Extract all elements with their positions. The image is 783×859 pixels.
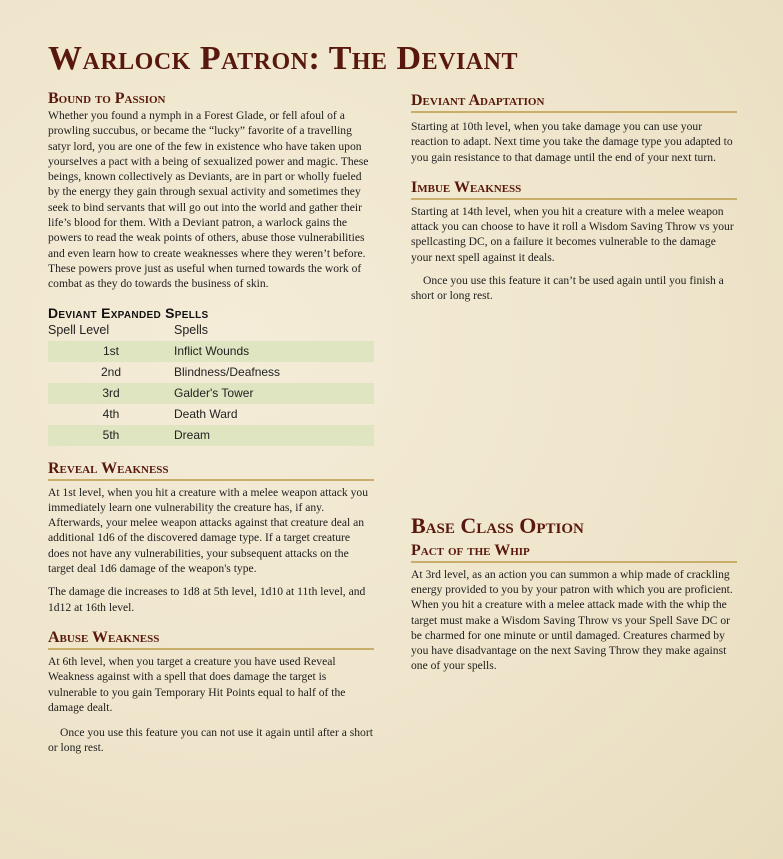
section-heading-abuse-weakness: Abuse Weakness bbox=[48, 629, 374, 650]
spells-cell: Galder's Tower bbox=[174, 383, 374, 404]
reveal-weakness-text-1: At 1st level, when you hit a creature with a melee weapon attack you immediately learn one vulnerability the creature has, if any. Afterwards, your melee weapon attacks against that creature deal an additional 1d6 of the discovered damage type. If a target creature does not have any vulnerabilities, your subsequent attacks on the target deal 1d6 damage of the weapon's type. bbox=[48, 485, 368, 576]
page-title: Warlock Patron: The Deviant bbox=[48, 40, 518, 77]
section-heading-imbue-weakness: Imbue Weakness bbox=[411, 179, 737, 200]
section-heading-reveal-weakness: Reveal Weakness bbox=[48, 460, 374, 481]
expanded-spells-table bbox=[48, 321, 374, 446]
spell-level-cell: 4th bbox=[102, 407, 120, 422]
table-row bbox=[48, 383, 374, 404]
table-row bbox=[48, 404, 374, 425]
spell-level-cell: 5th bbox=[48, 425, 174, 446]
reveal-weakness-text-2: The damage die increases to 1d8 at 5th level, 1d10 at 11th level, and 1d12 at 16th level. bbox=[48, 585, 366, 614]
abuse-weakness-text-2: Once you use this feature you can not use it again until after a short or long rest. bbox=[48, 726, 373, 755]
expanded-spells-title: Deviant Expanded Spells bbox=[48, 304, 209, 321]
imbue-weakness-text-2: Once you use this feature it can’t be used again until you finish a short or long rest. bbox=[411, 274, 724, 303]
deviant-adaptation-text: Starting at 10th level, when you take damage you can use your reaction to adapt. Next time you take the damage type you adapted to you gain resistance to that damage until the end of your next turn. bbox=[411, 120, 733, 164]
abuse-weakness-text-1: At 6th level, when you target a creature you have used Reveal Weakness against with a spell that does damage the target is vulnerable to you gain Temporary Hit Points equal to half of the damage dealt. bbox=[48, 654, 346, 714]
bound-to-passion-text: Whether you found a nymph in a Forest Glade, or fell afoul of a prowling succubus, or became the “lucky” favorite of a travelling satyr lord, you are one of the few in existence who have taken upon yourselves a pact with a being of sexualized power and magic. These beings, known collectively as Deviants, are in part or wholly fueled by the energy they gain through sexual activity and sometimes they seek to bind servants that will go out into the world and gather their life’s blood for them. With a Deviant patron, a warlock gains the powers to read the weak points of others, abuse those vulnerabilities and even learn how to create weaknesses where they weren’t before. These powers prove just as useful when turned towards the work of combat as they do towards the business of skin. bbox=[48, 109, 369, 291]
spell-level-cell: 3rd bbox=[48, 383, 174, 404]
section-heading-base-class-option: Base Class Option bbox=[411, 512, 584, 538]
spells-cell: Death Ward bbox=[174, 407, 238, 422]
spell-level-cell: 1st bbox=[48, 341, 174, 362]
column-header-spell-level: Spell Level bbox=[48, 322, 110, 337]
section-heading-bound-to-passion: Bound to Passion bbox=[48, 90, 166, 107]
imbue-weakness-text-1: Starting at 14th level, when you hit a creature with a melee weapon attack you can choose to have it roll a Wisdom Saving Throw vs your spellcasting DC, on a failure it becomes vulnerable to the damage your next spell against it deals. bbox=[411, 204, 734, 264]
left-column bbox=[48, 90, 374, 756]
spell-level-cell: 2nd bbox=[100, 365, 122, 380]
table-row bbox=[48, 425, 374, 446]
section-heading-deviant-adaptation: Deviant Adaptation bbox=[411, 92, 737, 113]
section-heading-pact-of-the-whip: Pact of the Whip bbox=[411, 542, 737, 563]
table-row bbox=[48, 341, 374, 362]
right-column bbox=[411, 92, 737, 674]
spells-cell: Blindness/Deafness bbox=[174, 365, 281, 380]
spells-cell: Inflict Wounds bbox=[174, 341, 374, 362]
spells-cell: Dream bbox=[174, 425, 374, 446]
column-header-spells: Spells bbox=[174, 322, 209, 337]
table-row bbox=[48, 362, 374, 383]
table-header-row bbox=[48, 321, 374, 341]
pact-of-the-whip-text: At 3rd level, as an action you can summon a whip made of crackling energy provided to you by your patron with which you are proficient. When you hit a creature with a melee attack made with the whip the target must make a Wisdom Saving Throw vs your Spell Save DC or be charmed for one minute or until damaged. Creatures charmed by you have disadvantage on the next Saving Throw they make against one of your spells. bbox=[411, 567, 733, 673]
